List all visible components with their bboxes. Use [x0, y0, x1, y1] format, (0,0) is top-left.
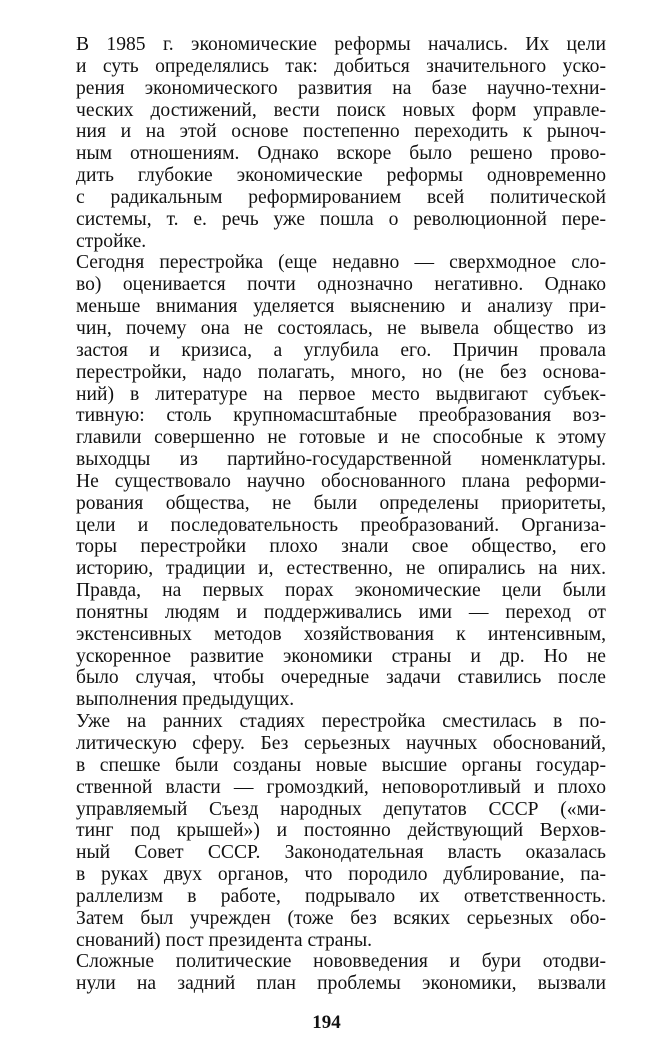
text-line: тивную: столь крупномасштабные преобразования воз- — [76, 405, 606, 427]
text-line: В 1985 г. экономические реформы начались. Их цели — [76, 34, 606, 55]
text-line: ускоренное развитие экономики страны и др. Но не — [76, 645, 606, 667]
text-line: было случая, чтобы очередные задачи ставились после — [76, 667, 606, 689]
text-line: экстенсивных методов хозяйствования к интенсивным, — [76, 623, 606, 645]
text-line: литическую сферу. Без серьезных научных обоснований, — [76, 733, 606, 754]
text-line: застоя и кризиса, а углубила его. Причин провала — [76, 339, 606, 361]
text-line: Правда, на первых порах экономические цели были — [76, 580, 606, 602]
paragraph-3 — [46, 711, 606, 951]
text-line: Сложные политические нововведения и бури отодви- — [76, 951, 606, 973]
text-line: управляемый Съезд народных депутатов СССР («ми- — [76, 798, 606, 820]
text-line: Затем был учрежден (тоже без всяких серьезных обо- — [76, 907, 606, 929]
text-line: выходцы из партийно-государственной номенклатуры. — [76, 449, 606, 471]
text-line: чин, почему она не состоялась, не вывела общество из — [76, 317, 606, 339]
text-line: Сегодня перестройка (еще недавно — сверхмодное сло- — [76, 252, 606, 274]
text-line: ния и на этой основе постепенно переходить к рыноч- — [76, 121, 606, 143]
page-number: 194 — [312, 1012, 341, 1033]
text-line: во) оценивается почти однозначно негативно. Однако — [76, 274, 606, 296]
text-line: ственной власти — громоздкий, неповоротливый и плохо — [76, 776, 606, 798]
text-line: ный Совет СССР. Законодательная власть оказалась — [76, 842, 606, 864]
text-line: историю, традиции и, естественно, не опирались на них. — [76, 558, 606, 580]
text-line: цели и последовательность преобразований. Организа- — [76, 514, 606, 536]
text-line: Не существовало научно обоснованного плана реформи- — [76, 470, 606, 492]
text-line: торы перестройки плохо знали свое общество, его — [76, 536, 606, 558]
text-line: системы, т. е. речь уже пошла о революционной пере- — [76, 208, 606, 230]
paragraph-1 — [46, 34, 606, 252]
text-line: понятны людям и поддерживались ими — переход от — [76, 601, 606, 623]
text-line: ным отношениям. Однако вскоре было решено прово- — [76, 143, 606, 165]
text-line: ческих достижений, вести поиск новых форм управле- — [76, 99, 606, 121]
page-body-text — [46, 34, 606, 995]
text-line: тинг под крышей») и постоянно действующий Верхов- — [76, 820, 606, 842]
text-line: в спешке были созданы новые высшие органы государ- — [76, 754, 606, 776]
text-line: и суть определялись так: добиться значительного уско- — [76, 55, 606, 77]
text-line: снований) пост президента страны. — [76, 929, 373, 951]
text-line: стройке. — [76, 230, 147, 252]
text-line: с радикальным реформированием всей политической — [76, 186, 606, 208]
text-line: в руках двух органов, что породило дублирование, па- — [76, 864, 606, 886]
text-line: перестройки, надо полагать, много, но (не без основа- — [76, 361, 606, 383]
text-line: нули на задний план проблемы экономики, вызвали — [76, 973, 606, 995]
text-line: ний) в литературе на первое место выдвигают субъек- — [76, 383, 606, 405]
text-line: раллелизм в работе, подрывало их ответственность. — [76, 885, 606, 907]
text-line: дить глубокие экономические реформы одновременно — [76, 165, 606, 187]
paragraph-4 — [46, 951, 606, 995]
text-line: рения экономического развития на базе научно-техни- — [76, 77, 606, 99]
paragraph-2 — [46, 252, 606, 711]
text-line: рования общества, не были определены приоритеты, — [76, 492, 606, 514]
text-line: меньше внимания уделяется выяснению и анализу при- — [76, 296, 606, 318]
text-line: главили совершенно не готовые и не способные к этому — [76, 427, 606, 449]
text-line: Уже на ранних стадиях перестройка сместилась в по- — [76, 711, 606, 733]
text-line: выполнения предыдущих. — [76, 689, 295, 711]
